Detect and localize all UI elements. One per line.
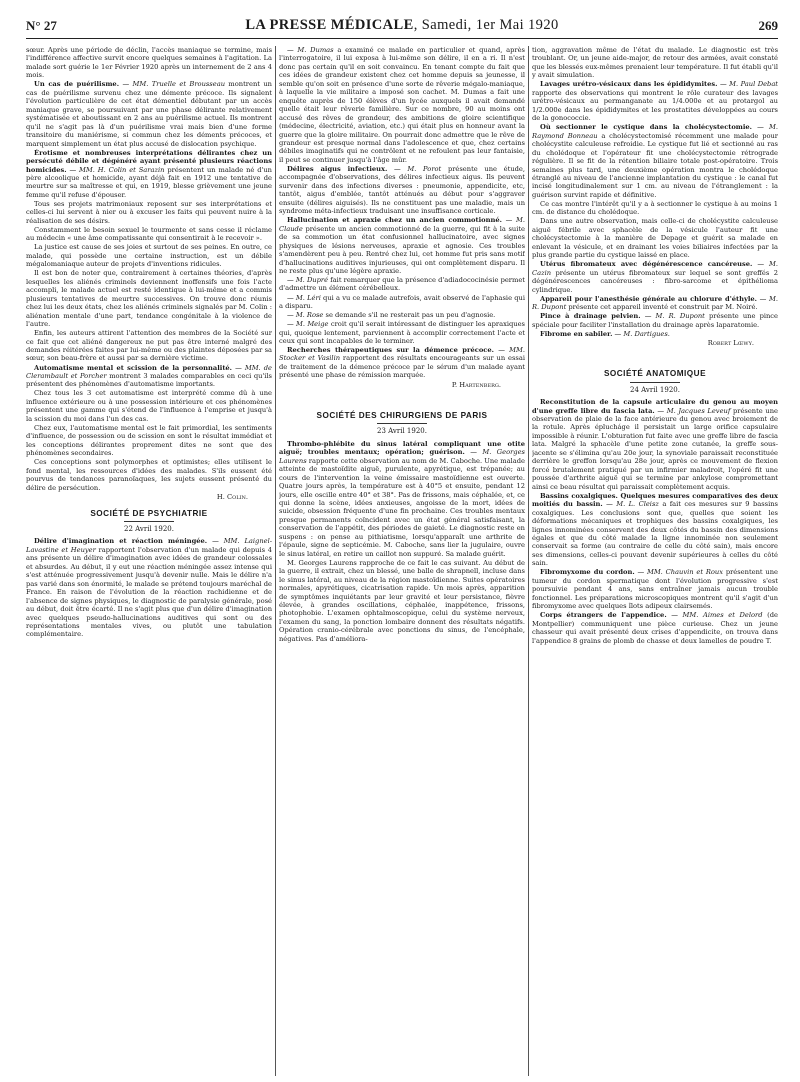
communication-title: Lavages urétro-vésicaux dans les épididymites. [540,80,718,89]
paragraph-text: (de Montpellier) communiquent une pièce curieuse. Chez un jeune chasseur qui avait présenté deux crises d'appendicite, on trouva dans l'appendice 8 grains de plomb de chasse et deux lamelles de poudre T. [532,611,778,645]
page-header [26,17,778,39]
section-divider [630,382,680,383]
paragraph: M. Georges Laurens rapproche de ce fait le cas suivant. Au début de la guerre, il extrait, chez un blessé, une balle de shrapnell, incluse dans le sinus latéral, au niveau de la région mastoïdienne. Suites opératoires normales, apyrétiques, cicatrisation rapide. Un mois après, apparition de symptômes inquiétants par leur gravité et leur persistance, fièvre élevée, à grandes oscillations, céphalée, inappétence, frissons, photophobie. L'examen ophtalmoscopique, celui du système nerveux, l'examen du sang, la ponction lombaire donnent des résultats négatifs. Opération cranio-cérébrale avec ponctions du sinus, de l'encéphale, négatives. Pas d'améliora- [279,558,525,643]
paragraph [279,165,525,216]
paragraph: Constamment le besoin sexuel le tourmente et sans cesse il réclame au médecin « une âme compatissante qui consentirait à le recevoir ». [26,225,272,243]
column-1 [26,46,272,1076]
communication-authors: — M. Rose [287,311,324,320]
communication-authors: — M. Cazin [532,260,778,277]
section-date: 24 Avril 1920. [630,385,680,394]
paragraph-text: qui a vu ce malade autrefois, avait observé de l'aphasie qui a disparu. [279,293,525,310]
communication-authors: — MM. Chauvin et Roux [637,568,723,577]
paragraph-text: présente un utérus fibromateux sur lequel se sont greffés 2 dégénérescences cancéreuses : fibro-sarcome et épithélioma cylindrique. [532,268,778,294]
paragraph [279,46,525,164]
paragraph: Dans une autre observation, mais celle-ci de cholécystite calculeuse aiguë fébrile avec sphacèle de la vésicule l'auteur fit une cholécystectomie à la manière de Depage et guérit sa malade en enlevant la vésicule, et en drainant les voies biliaires infectées par la plus grande partie du cystique laissé en place. [532,217,778,260]
communication-authors: — M. Paul Debat [719,80,778,89]
paragraph [532,295,778,312]
paragraph [279,294,525,311]
communication-authors: — M. L. Cleisz [606,500,659,509]
communication-authors: — MM. H. Colin et Sarazin [69,165,165,174]
paragraph [279,440,525,558]
communication-title: Thrombo-phlébite du sinus latéral compliquant une otite aiguë; troubles mentaux; opération; guérison. [279,439,525,457]
communication-title: Fibromyxome du cordon. [540,568,635,577]
communication-title: Hallucination et apraxie chez un ancien commotionné. [287,216,502,225]
column-rule-1 [275,46,276,1076]
section-divider [377,423,427,424]
section-date: 23 Avril 1920. [377,427,427,436]
section-heading: SOCIÉTÉ DES CHIRURGIENS DE PARIS [316,410,488,420]
communication-authors: — M. Claude [279,216,525,233]
paragraph-text: présente une pince spéciale pour faciliter l'installation du drainage après laparatomie. [532,312,778,329]
communication-authors: — MM. Truelle et Brousseau [122,80,225,89]
paragraph-text: montrent un cas de puérilisme survenu chez une démente précoce. Ils signalent l'évolution particulière de cet état démentiel débutant par un accès maniaque grave, se poursuivant par une phase délirante relativement systématisée et aboutissant en 2 ans au puérilisme actuel. Ils montrent qu'il ne s'agit pas là d'un puérilisme vrai mais bien d'une forme transitoire du maniérisme, si commun chez les déments précoces, et marquent simplement un état plus accusé de dislocation psychique. [26,80,272,148]
communication-authors: — MM. Laignel-Lavastine et Heuyer [26,537,272,554]
communication-authors: — M. Dupré [287,276,329,285]
issue-date: Samedi, 1er Mai 1920 [421,17,559,33]
paragraph [532,330,778,338]
signature: Robert Lœwy. [707,339,754,348]
communication-title: Érotisme et nombreuses interprétations délirantes chez un persécuté débile et dégénéré ayant présenté plusieurs réactions homicides. [26,148,272,174]
section-divider [124,521,174,522]
paragraph [532,123,778,199]
paragraph: sœur. Après une période de déclin, l'accès maniaque se termine, mais l'indifférence affective survit encore quelques semaines à l'agitation. La malade sort guérie le 1er Février 1920 après un internement de 2 ans 4 mois. [26,46,272,80]
communication-title: Corps étrangers de l'appendice. [540,611,667,620]
paragraph-text: montrent 3 malades comparables en ceci qu'ils présentent des phénomènes d'automatisme importants. [26,371,272,389]
paragraph [279,276,525,293]
paragraph-text: croit qu'il serait intéressant de distinguer les apraxiques qui, quoique lentement, parviennent à accomplir correctement l'acte et ceux qui sont incapables de le terminer. [279,320,525,345]
issue-number: N° 27 [26,18,57,33]
communication-title: Un cas de puérilisme. [34,80,120,89]
communication-title: Délire d'imagination et réaction méningée. [34,537,208,546]
communication-authors: — M. Georges Laurens [279,448,525,465]
journal-title: LA PRESSE MÉDICALE [245,17,414,33]
column-3 [532,46,778,1076]
communication-title: Où sectionner le cystique dans la cholécystectomie. [540,123,753,132]
paragraph [279,216,525,275]
paragraph [279,346,525,380]
communication-title: Délires aigus infectieux. [287,164,388,173]
paragraph: La justice est cause de ses joies et surtout de ses peines. En outre, ce malade, qui possède une certaine instruction, est un débile mégalomaniaque auteur de projets d'inventions ridicules. [26,243,272,269]
paragraph: Ce cas montre l'intérêt qu'il y a à sectionner le cystique à au moins 1 cm. de distance du cholédoque. [532,199,778,217]
signature: P. Hartenberg. [451,380,501,389]
paragraph [26,537,272,638]
paragraph [532,492,778,568]
page-number: 269 [758,18,778,33]
paragraph [532,611,778,645]
communication-title: Recherches thérapeutiques sur la démence précoce. [287,346,494,355]
paragraph: Enfin, les auteurs attirent l'attention des membres de la Société sur ce fait que cet aliéné dangereux ne put pas être interné malgré des demandes réitérées faites par lui-même ou des plaintes déposées par sa sœur, son beau-frère et aussi par sa dernière victime. [26,329,272,363]
paragraph [532,260,778,294]
section-date: 22 Avril 1920. [124,525,174,533]
communication-title: Fibrome en sabiler. [540,329,613,338]
paragraph: Chez tous les 3 cet automatisme est interprété comme dû à une influence extérieure ou à une possession intérieure et ces phénomènes présentent une gamme qui s'étend de l'influence à l'emprise et jusqu'à la scission du moi dans l'un des cas. [26,389,272,423]
signature: H. Colin. [216,493,248,502]
communication-authors: — M. Porot [394,164,442,173]
paragraph-text: présente cet appareil inventé et construit par M. Noiré. [568,303,758,312]
communication-title: Automatisme mental et scission de la personnalité. [34,363,232,372]
paragraph-text: présente une observation de plaie de la face antérieure du genou avec broiement de la rotule. Après éplucháge il persistait un large orifice capsulaire impossible à réunir. L'obturation fut faite avec une greffe libre de fascia lata. Malgré la sphacèle d'une petite zone cutanée, la greffe sous-jacente se s'élimina qu'au 20e jour, la synoviale paraissait reconstituée derrière le greffon lorsqu'au 28e jour, après ce mouvement de flexion forcé brutalement pratiqué par un infirmier maladroit, l'opéré fit une poussée d'arthrite aiguë qui se termine par ankylose compromettant ainsi ce beau résultat qui paraissait complètement acquis. [532,406,778,491]
section-spacer [532,348,778,362]
paragraph-text: a cholécystectomisé récemment une malade pour cholécystite calculeuse refroidie. Le cystique fut lié et sectionné au ras du cholédoque et l'opérateur fit une cholécystectomie rétrograde régulière. Il se fit de la rétention biliaire totale post-opératoire. Trois semaines plus tard, une deuxième opération montra le cholédoque étranglé au niveau de l'ancienne implantation du cystique : le canal fut incisé longitudinalement sur 1 cm. au niveau de l'étranglement : la guérison survint rapide et définitive. [532,131,778,199]
paragraph [532,312,778,329]
paragraph [279,320,525,345]
communication-title: Appareil pour l'anesthésie générale au chlorure d'éthyle. [540,294,757,303]
column-2 [279,46,525,1076]
paragraph-text: a fait ces mesures sur 9 bassins coxalgiques. Les conclusions sont que, quelles que soient les déformations mécaniques et trophiques des bassins coxalgiques, les lignes innominées conservent des deux côtés du bassin des dimensions égales et que du côté malade la ligne innominée non seulement conservait sa forme (au contraire de celle du côté sain), mais encore ses dimensions, celles-ci pouvant devenir supérieures à celles du côté sain. [532,500,778,568]
communication-authors: — MM. de Clerambault et Porcher [26,363,272,380]
paragraph-text: rapportent des résultats encourageants sur un essai de traitement de la démence précoce par le sérum d'un malade ayant présenté une phase de rémission marquée. [279,354,525,380]
communication-authors: — M. R. Dupont [644,312,705,321]
paragraph [26,364,272,389]
paragraph [532,80,778,122]
paragraph [532,398,778,491]
paragraph-text: présente une étude, accompagnée d'observations, des délires infectieux aigus. Ils peuvent survenir dans des infections diverses : pneumonie, appendicite, etc, tantôt, aigus d'emblée, tantôt atténués au début pour s'aggraver ensuite (délires aiguisés). Ils ne constituent pas une maladie, mais un syndrome méta-infectieux traduisant une insuffisance corticale. [279,164,525,216]
journal-header-line: LA PRESSE MÉDICALE, Samedi, 1er Mai 1920 [245,17,559,33]
paragraph-text: rapportent l'observation d'un malade qui depuis 4 ans présente un délire d'imagination avec idées de grandeur colossales et absurdes. Au début, il y eut une réaction méningée assez intense qui s'est atténuée progressivement jusqu'à devenir nulle. Mais le délire n'a pas varié dans son énormité, le malade se prétend toujours maréchal de France. En raison de l'évolution de la réaction rachidienne et de l'absence de signes physiques, le diagnostic de paralysie générale, posé au début, doit être écarté. Il ne s'agit plus que d'un délire d'imagination avec quelques pseudo-hallucinations auditives qui sont ou des représentations mentales vives, ou plutôt une tabulation complémentaire. [26,545,272,639]
communication-authors: — M. R. Dupont [532,294,778,312]
paragraph [279,311,525,319]
communication-title: Bassins coxalgiques. Quelques mesures comparatives des deux moitiés du bassin. [532,491,778,509]
paragraph-text: présentent une tumeur du cordon spermatique dont l'évolution progressive s'est poursuivie pendant 4 ans, sans entraîner jamais aucun trouble fonctionnel. Les préparations microscopiques montrent qu'il s'agit d'un fibromyxome avec quelques îlots adipeux clairsemés. [532,568,778,611]
communication-authors: — M. Meige [287,320,329,329]
paragraph-text: a examiné ce malade en particulier et quand, après l'interrogatoire, il lui exposa à lui-même son délire, il en a ri. Il n'est donc pas certain qu'il en soit convaincu. En tenant compte du fait que ces idées de grandeur existent chez cet homme depuis sa jeunesse, il semble qu'on soit en présence d'une sorte de rêverie mégalo-maniaque, à laquelle la vie militaire a imposé son cachet. M. Dumas a fait une enquête auprès de 150 élèves d'un lycée auxquels il avait demandé quelle était leur rêverie familière. Sur ce nombre, 90 au moins ont accusé des rêves de grandeur, des ambitions de gloire scientifique (médecine, électricité, aviation, etc.) qui était plus en honneur avant la guerre que la gloire militaire. On pourrait donc admettre que le rêve de grandeur est presque normal dans l'adolescence et que, chez certains débiles imaginatifs qui ne contrôlent et ne refoulent pas leur fantaisie, il peut se continuer jusqu'à l'âge mûr. [279,46,525,164]
paragraph: Ces conceptions sont polymorphes et optimistes; elles utilisent le fond mental, les ressources d'idées des malades. S'ils eussent été pourvus de tendances paranoïaques, les sujets eussent présenté du délire de persécution. [26,458,272,492]
paragraph [26,80,272,148]
paragraph-text: présente un ancien commotionné de la guerre, qui fit à la suite de sa commotion un état confusionnel hallucinatoire, avec signes physiques de lésions nerveuses, apraxie et agnosie. Ces troubles s'amendèrent peu à peu. Rentré chez lui, cet homme fut pris sans motif d'hallucinations auditives injurieuses, qui ont complètement disparu. Il ne reste plus qu'une légère apraxie. [279,224,525,275]
communication-authors: — MM. Stocker et Vasilin [279,346,525,363]
paragraph: Tous ses projets matrimoniaux reposent sur ses interprétations et celles-ci lui servent à nier ou à excuser les faits qui peuvent nuire à la réalisation de ses désirs. [26,199,272,225]
communication-title: Utérus fibromateux avec dégénérescence cancéreuse. [540,260,753,269]
paragraph [532,568,778,610]
communication-title: Pince à drainage pelvien. [540,312,641,321]
paragraph: Chez eux, l'automatisme mental est le fait primordial, les sentiments d'influence, de possession ou de scission en sont le résultat immédiat et les conceptions délirantes proprement dites ne sont que des phénomènes secondaires. [26,423,272,458]
paragraph [26,149,272,200]
paragraph-text: présentent un malade né d'un père alcoolique et homicide, ayant déjà fait en 1912 une tentative de meurtre sur sa maîtresse et qui, en 1919, blesse grièvement une jeune femme qu'il refuse d'épouser. [26,165,272,199]
communication-authors: — MM. Aimes et Delord [671,611,763,620]
paragraph: Il est bon de noter que, contrairement à certaines théories, d'après lesquelles les aliénés criminels deviennent inoffensifs une fois l'acte accompli, le malade actuel est resté identique à lui-même et a commis plusieurs tentatives de meurtre successives. On trouve donc réunis chez lui les deux états, chez les aliénés criminels signalés par M. Colin : aliénation mentale d'une part, tendance congénitale à la violence de l'autre. [26,269,272,329]
paragraph: tion, aggravation même de l'état du malade. Le diagnostic est très troublant. Or, un jeune aide-major, de retour des armées, avait constaté que les blessés eux-mêmes prenaient leur température. Il fut établi qu'il y avait simulation. [532,46,778,80]
communication-authors: — M. Jacques Leveuf [657,406,731,415]
communication-title: Reconstitution de la capsule articulaire du genou au moyen d'une greffe libre du fascia lata. [532,398,778,415]
section-heading: SOCIÉTÉ ANATOMIQUE [603,369,707,379]
section-heading: SOCIÉTÉ DE PSYCHIATRIE [90,508,208,518]
section-spacer [279,390,525,404]
paragraph-text: rapporte cette observation au nom de M. Caboche. Une malade atteinte de mastoïdite aiguë, purulente, apyrétique, est trépanée; au cours de l'intervention la veine émissaire mastoïdienne est ouverte. Quatre jours après, la température est à 40°5 et ensuite, pendant 12 jours, elle oscille entre 40° et 38°. Pas de frissons, mais céphalée, et, ce qui donne la scène, idées anxieuses, angoisse de la mort, idées de suicide, obsession fréquente d'une fin prochaine. Ces troubles mentaux presque permanents coïncident avec un état général satisfaisant, la conservation de l'appétit, des périodes de gaieté. Le diagnostic reste en suspens : on pense au pithiatisme, lorsqu'apparaît une arthrite de l'épaule, signe de septicémie. M. Caboche, sans lier la jugulaire, ouvre le sinus latéral, en retire un caillot non suppuré. Sa malade guérit. [279,456,525,558]
column-rule-2 [528,46,529,1076]
paragraph-text: fait remarquer que la présence d'adiadococinésie permet d'admettre un élément cérébelleux. [279,276,525,293]
paragraph-text: se demande s'il ne resterait pas un peu d'agnosie. [325,311,496,320]
communication-authors: — M. Léri [287,293,321,302]
communication-authors: — M. Dartigues. [614,329,670,338]
paragraph-text: rapporte des observations qui montrent le rôle curateur des lavages urétro-vésicaux au permanganate au 1/4.000e et au protargol au 1/2.000e dans les épididymites et les prostatites développées au cours de la gonococcie. [532,88,778,123]
communication-authors: — M. Raymond Bonneau [532,123,778,140]
communication-authors: — M. Dumas [287,46,334,54]
